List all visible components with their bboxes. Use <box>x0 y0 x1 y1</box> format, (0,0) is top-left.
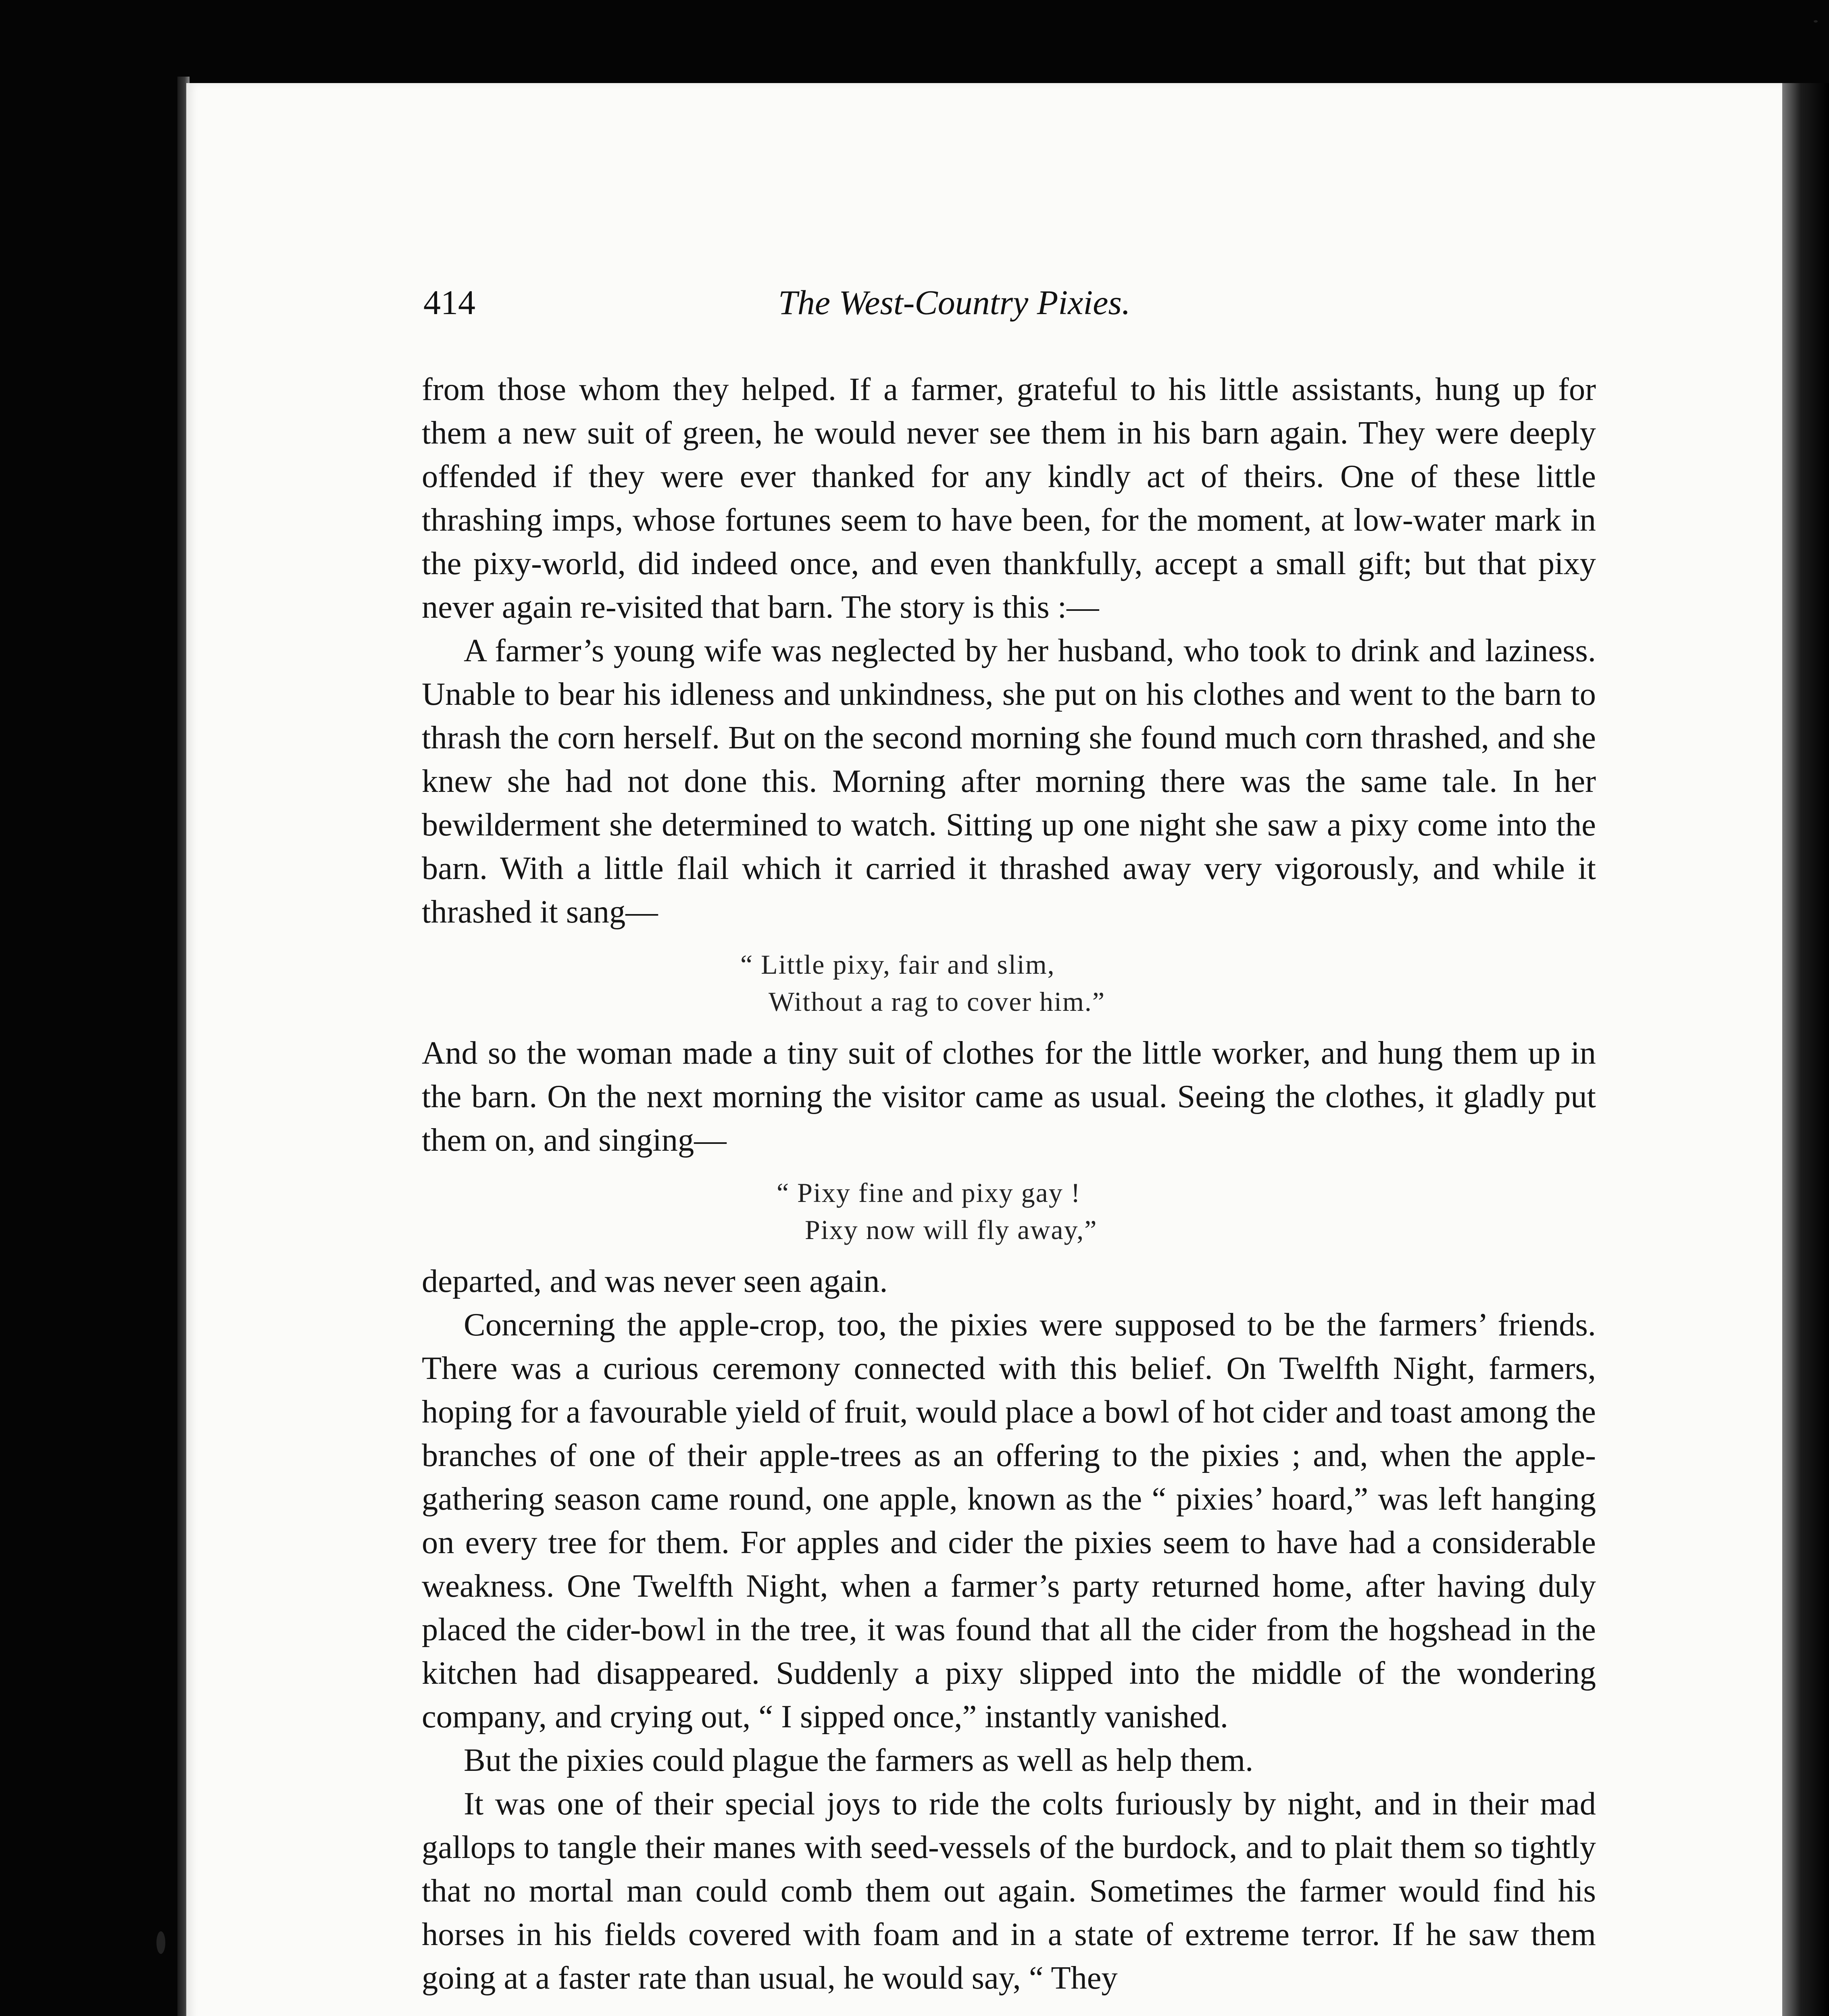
verse-line: “ Little pixy, fair and slim, <box>740 949 1055 980</box>
paragraph: departed, and was never seen again. <box>422 1263 888 1299</box>
paragraph: It was one of their special joys to ride the colts furiously by night, and in their mad gallops to tangle their manes with seed-vessels of the burdock, and to plait them so tightly that no mortal man could comb them out again. Sometimes the farmer would find his horses in his fields covered with foam and in a state of extreme terror. If he saw them going at a faster rate than usual, he would say, “ They <box>422 1786 1596 1996</box>
running-header <box>423 282 1593 339</box>
paragraph: Concerning the apple-crop, too, the pixies were supposed to be the farmers’ friends. There was a curious ceremony connected with this belief. On Twelfth Night, farmers, hoping for a favourable yield of fruit, would place a bowl of hot cider and toast among the branches of one of their apple-trees as an offering to the pixies ; and, when the apple-gathering season came round, one apple, known as the “ pixies’ hoard,” was left hanging on every tree for them. For apples and cider the pixies seem to have had a considerable weakness. One Twelfth Night, when a farmer’s party returned home, after having duly placed the cider-bowl in the tree, it was found that all the cider from the hogshead in the kitchen had disappeared. Suddenly a pixy slipped into the middle of the wondering company, and crying out, “ I sipped once,” instantly vanished. <box>422 1307 1596 1735</box>
verse-line: “ Pixy fine and pixy gay ! <box>777 1177 1081 1208</box>
scan-speck <box>156 1931 165 1954</box>
verse-line: Pixy now will fly away,” <box>805 1214 1098 1245</box>
paragraph: A farmer’s young wife was neglected by her husband, who took to drink and laziness. Unable to bear his idleness and unkindness, she put on his clothes and went to the barn to thrash the corn herself. But on the second morning she found much corn thrashed, and she knew she had not done this. Morning after morning there was the same tale. In her bewilderment she determined to watch. Sitting up one night she saw a pixy come into the barn. With a little flail which it carried it thrashed away very vigorously, and while it thrashed it sang— <box>422 633 1596 930</box>
verse-quotation <box>422 946 1596 1020</box>
scan-speck <box>1814 20 1818 23</box>
paragraph: And so the woman made a tiny suit of clothes for the little worker, and hung them up in the barn. On the next morning the visitor came as usual. Seeing the clothes, it gladly put them on, and singing— <box>422 1035 1596 1158</box>
page-body <box>422 368 1596 2000</box>
verse-quotation <box>422 1174 1596 1248</box>
paragraph: But the pixies could plague the farmers as well as help them. <box>464 1742 1254 1778</box>
page-edge-shadow <box>1782 83 1829 2016</box>
running-title: The West-Country Pixies. <box>778 283 1131 322</box>
verse-line: Without a rag to cover him.” <box>769 986 1106 1017</box>
paragraph: from those whom they helped. If a farmer, grateful to his little assistants, hung up for them a new suit of green, he would never see them in his barn again. They were deeply offended if they were ever thanked for any kindly act of theirs. One of these little thrashing imps, whose fortunes seem to have been, for the moment, at low-water mark in the pixy-world, did indeed once, and even thankfully, accept a small gift; but that pixy never again re-visited that barn. The story is this :— <box>422 371 1596 625</box>
page-number: 414 <box>423 283 475 322</box>
